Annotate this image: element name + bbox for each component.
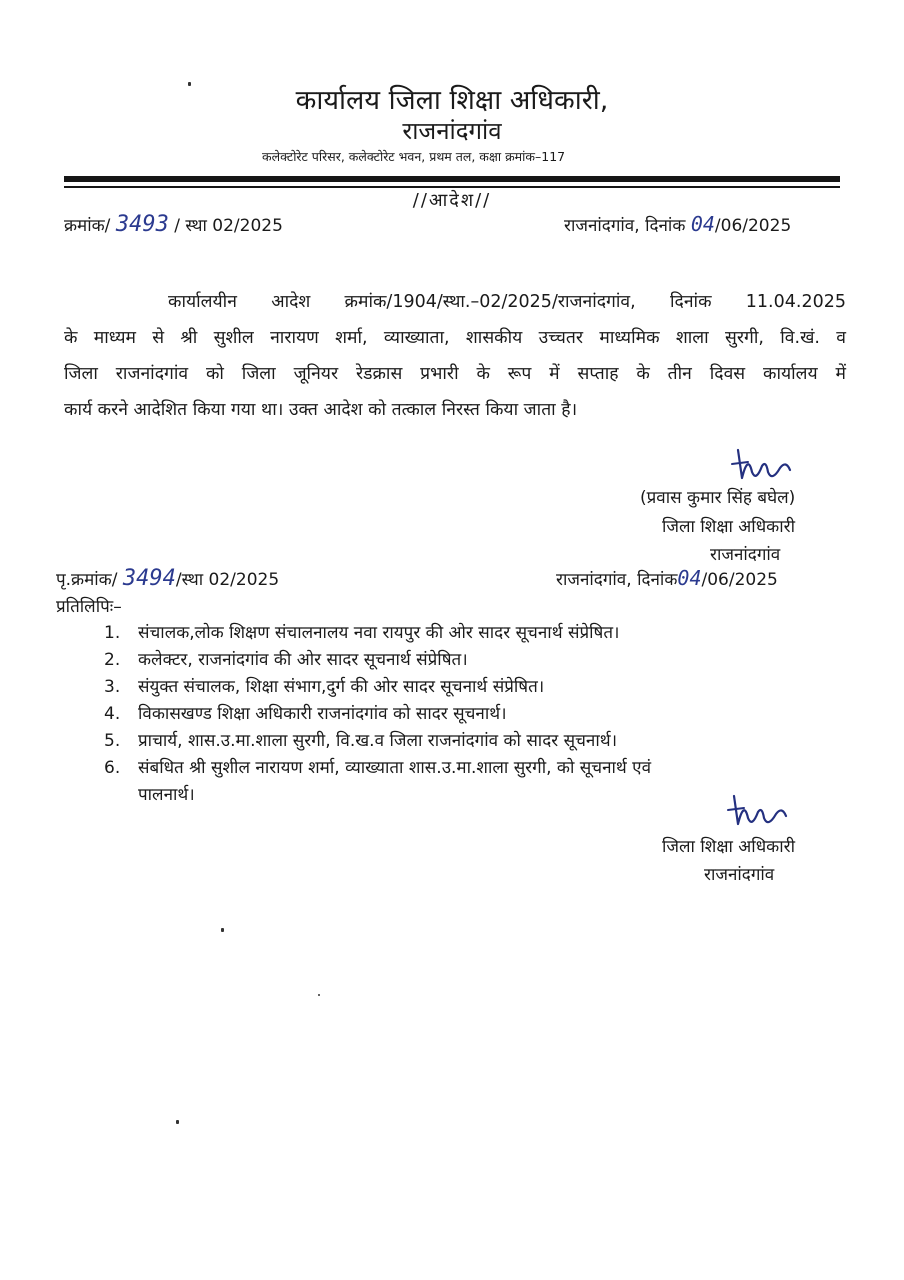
order-reference bbox=[64, 212, 283, 237]
order-ref-number: 3493 bbox=[115, 212, 169, 237]
order-body bbox=[64, 284, 846, 428]
list-item: 1. संचालक,लोक शिक्षण संचालनालय नवा रायपुर की ओर सादर सूचनार्थ संप्रेषित। bbox=[104, 623, 620, 643]
office-address: कलेक्टोरेट परिसर, कलेक्टोरेट भवन, प्रथम तल, कक्षा क्रमांक–117 bbox=[262, 149, 566, 164]
letterhead-rule-thick bbox=[64, 176, 840, 182]
scan-speck bbox=[188, 82, 191, 86]
order-body-line: जिला राजनांदगांव को जिला जूनियर रेडक्रास प्रभारी के रूप में सप्ताह के तीन दिवस कार्यालय में bbox=[64, 364, 846, 384]
signatory-place: राजनांदगांव bbox=[710, 545, 781, 565]
list-item: 6. संबधित श्री सुशील नारायण शर्मा, व्याख्याता शास.उ.मा.शाला सुरगी, को सूचनार्थ एवं पालनार्थ। bbox=[104, 758, 652, 805]
scan-speck bbox=[221, 928, 224, 932]
copy-ref-number: 3494 bbox=[122, 566, 176, 591]
copy-label: प्रतिलिपिः– bbox=[56, 597, 122, 617]
copy-date-day: 04 bbox=[677, 566, 702, 590]
copy-date-suffix: /06/2025 bbox=[701, 570, 778, 590]
office-title: कार्यालय जिला शिक्षा अधिकारी, bbox=[295, 85, 609, 116]
order-date-prefix: राजनांदगांव, दिनांक bbox=[564, 216, 686, 236]
scan-speck bbox=[318, 994, 320, 996]
signatory-designation: जिला शिक्षा अधिकारी bbox=[662, 837, 795, 857]
order-body-line: के माध्यम से श्री सुशील नारायण शर्मा, व्याख्याता, शासकीय उच्चतर माध्यमिक शाला सुरगी, वि.खं. व bbox=[64, 328, 846, 348]
order-ref-prefix: क्रमांक/ bbox=[64, 216, 111, 236]
order-date-suffix: /06/2025 bbox=[714, 216, 792, 236]
signatory-designation: जिला शिक्षा अधिकारी bbox=[662, 517, 795, 537]
copy-date bbox=[556, 566, 778, 590]
order-body-line: कार्यालयीन आदेश क्रमांक/1904/स्था.–02/2025/राजनांदगांव, दिनांक 11.04.2025 bbox=[168, 292, 846, 312]
handwritten-signature bbox=[724, 788, 794, 838]
order-date-day: 04 bbox=[690, 212, 715, 236]
copy-date-prefix: राजनांदगांव, दिनांक bbox=[556, 570, 678, 590]
order-date bbox=[564, 212, 791, 236]
order-body-line: कार्य करने आदेशित किया गया था। उक्त आदेश को तत्काल निरस्त किया जाता है। bbox=[64, 400, 578, 420]
signatory-place: राजनांदगांव bbox=[704, 865, 775, 885]
order-ref-suffix: / स्था 02/2025 bbox=[174, 216, 283, 236]
list-item: 2. कलेक्टर, राजनांदगांव की ओर सादर सूचनार्थ संप्रेषित। bbox=[104, 650, 468, 670]
office-city: राजनांदगांव bbox=[402, 117, 502, 145]
copy-ref-suffix: /स्था 02/2025 bbox=[175, 570, 280, 590]
copy-reference bbox=[56, 566, 279, 591]
signatory-name: (प्रवास कुमार सिंह बघेल) bbox=[640, 488, 796, 508]
scan-speck bbox=[176, 1120, 179, 1124]
list-item: 3. संयुक्त संचालक, शिक्षा संभाग,दुर्ग की ओर सादर सूचनार्थ संप्रेषित। bbox=[104, 677, 545, 697]
order-heading: //आदेश// bbox=[412, 190, 492, 211]
copy-ref-prefix: पृ.क्रमांक/ bbox=[56, 570, 118, 590]
list-item: 5. प्राचार्य, शास.उ.मा.शाला सुरगी, वि.ख.व जिला राजनांदगांव को सादर सूचनार्थ। bbox=[104, 731, 618, 751]
list-item: 4. विकासखण्ड शिक्षा अधिकारी राजनांदगांव को सादर सूचनार्थ। bbox=[104, 704, 507, 724]
copy-list bbox=[104, 620, 864, 809]
